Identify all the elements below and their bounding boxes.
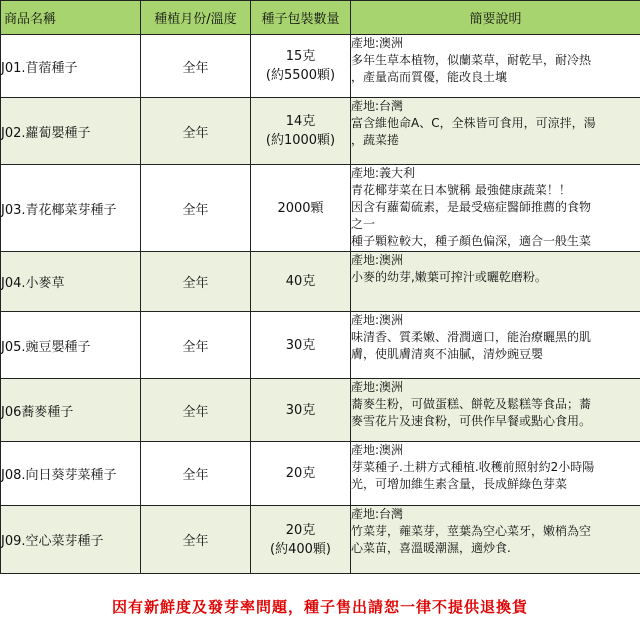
product-name: J06蕎麥種子 bbox=[1, 379, 141, 442]
table-row bbox=[1, 165, 640, 252]
origin-line: 產地:澳洲 bbox=[351, 443, 404, 457]
description-line: ，蔬菜捲 bbox=[351, 133, 400, 147]
product-description bbox=[351, 35, 640, 98]
package-quantity bbox=[251, 35, 351, 98]
quantity-line: 20克 bbox=[285, 522, 316, 538]
quantity-line: (約5500顆) bbox=[265, 68, 336, 83]
product-name: J05.豌豆嬰種子 bbox=[1, 312, 141, 379]
table-row bbox=[1, 506, 640, 574]
product-name: J08.向日葵芽菜種子 bbox=[1, 442, 141, 506]
description-line: 因含有蘿蔔硫素，是最受癌症醫師推薦的食物 bbox=[351, 200, 592, 214]
product-description bbox=[351, 379, 640, 442]
origin-line: 產地:台灣 bbox=[351, 99, 404, 113]
table-row bbox=[1, 98, 640, 165]
header-name: 商品名稱 bbox=[1, 1, 141, 35]
product-description bbox=[351, 506, 640, 574]
description-line: 種子顆粒較大，種子顏色偏深，適合一般生菜 bbox=[351, 234, 592, 248]
description-line: 芽菜種子.土耕方式種植.收穫前照射約2小時陽 bbox=[351, 460, 595, 474]
return-policy-notice: 因有新鮮度及發芽率問題，種子售出請恕一律不提供退換貨 bbox=[111, 598, 528, 616]
quantity-line: 30克 bbox=[285, 337, 316, 353]
origin-line: 產地:澳洲 bbox=[351, 253, 404, 267]
table-body bbox=[1, 35, 640, 574]
package-quantity bbox=[251, 312, 351, 379]
header-qty: 種子包裝數量 bbox=[251, 1, 351, 35]
product-name: J09.空心菜芽種子 bbox=[1, 506, 141, 574]
product-name: J01.苜蓿種子 bbox=[1, 35, 141, 98]
planting-period: 全年 bbox=[141, 165, 251, 252]
table-row bbox=[1, 35, 640, 98]
description-line: 竹菜芽，蕹菜芽，莖葉為空心菜牙，嫩梢為空 bbox=[351, 524, 592, 538]
description-line: 心菜苗，喜溫暖潮濕，適炒食. bbox=[351, 541, 511, 555]
description-line: 味清香、質柔嫩、滑潤適口，能治療曬黑的肌 bbox=[351, 330, 592, 344]
table-row bbox=[1, 442, 640, 506]
description-line: 麥雪花片及速食粉，可供作早餐或點心食用。 bbox=[351, 414, 592, 428]
description-line: 多年生草本植物，似蘭菜草，耐乾旱，耐冷热 bbox=[351, 53, 592, 67]
product-name: J04.小麥草 bbox=[1, 252, 141, 312]
quantity-line: 30克 bbox=[285, 402, 316, 418]
product-name: J02.蘿蔔嬰種子 bbox=[1, 98, 141, 165]
planting-period: 全年 bbox=[141, 252, 251, 312]
package-quantity bbox=[251, 442, 351, 506]
package-quantity bbox=[251, 379, 351, 442]
description-line: ，產量高而質優，能改良土壤 bbox=[351, 70, 508, 84]
description-line: 蕎麥生粉，可做蛋糕、餅乾及鬆糕等食品；蕎 bbox=[351, 397, 592, 411]
package-quantity bbox=[251, 165, 351, 252]
quantity-line: (約400顆) bbox=[270, 541, 331, 557]
package-quantity bbox=[251, 252, 351, 312]
product-description bbox=[351, 165, 640, 252]
description-line: 小麥的幼芽,嫩葉可搾汁或曬乾磨粉。 bbox=[351, 270, 547, 284]
description-line: 光，可增加維生素含量，長成鮮綠色芽菜 bbox=[351, 477, 568, 491]
table-header-row bbox=[1, 1, 640, 35]
origin-line: 產地:澳洲 bbox=[351, 380, 404, 394]
origin-line: 產地:澳洲 bbox=[351, 313, 404, 327]
product-description bbox=[351, 312, 640, 379]
table-row bbox=[1, 379, 640, 442]
quantity-line: 40克 bbox=[285, 274, 316, 289]
product-description bbox=[351, 252, 640, 312]
quantity-line: (約1000顆) bbox=[265, 133, 336, 148]
package-quantity bbox=[251, 506, 351, 574]
planting-period: 全年 bbox=[141, 35, 251, 98]
header-period: 種植月份/溫度 bbox=[141, 1, 251, 35]
origin-line: 產地:台灣 bbox=[351, 507, 404, 521]
description-line: 青花椰芽菜在日本號稱 最強健康蔬菜！！ bbox=[351, 183, 571, 197]
description-line: 富含維他命A、C，全株皆可食用，可涼拌，湯 bbox=[351, 116, 596, 130]
quantity-line: 14克 bbox=[285, 114, 316, 129]
product-description bbox=[351, 442, 640, 506]
description-line: 之一 bbox=[351, 217, 376, 231]
description-line: 膚，使肌膚清爽不油膩，清炒豌豆嬰 bbox=[351, 347, 544, 361]
planting-period: 全年 bbox=[141, 506, 251, 574]
quantity-line: 15克 bbox=[285, 49, 316, 64]
planting-period: 全年 bbox=[141, 98, 251, 165]
quantity-line: 20克 bbox=[285, 466, 316, 481]
header-desc: 簡要說明 bbox=[351, 1, 640, 35]
origin-line: 產地:澳洲 bbox=[351, 36, 404, 50]
table-row bbox=[1, 312, 640, 379]
product-description bbox=[351, 98, 640, 165]
product-name: J03.青花椰菜芽種子 bbox=[1, 165, 141, 252]
table-row bbox=[1, 252, 640, 312]
planting-period: 全年 bbox=[141, 312, 251, 379]
package-quantity bbox=[251, 98, 351, 165]
planting-period: 全年 bbox=[141, 442, 251, 506]
quantity-line: 2000顆 bbox=[277, 200, 324, 216]
planting-period: 全年 bbox=[141, 379, 251, 442]
origin-line: 產地:義大利 bbox=[351, 166, 416, 180]
